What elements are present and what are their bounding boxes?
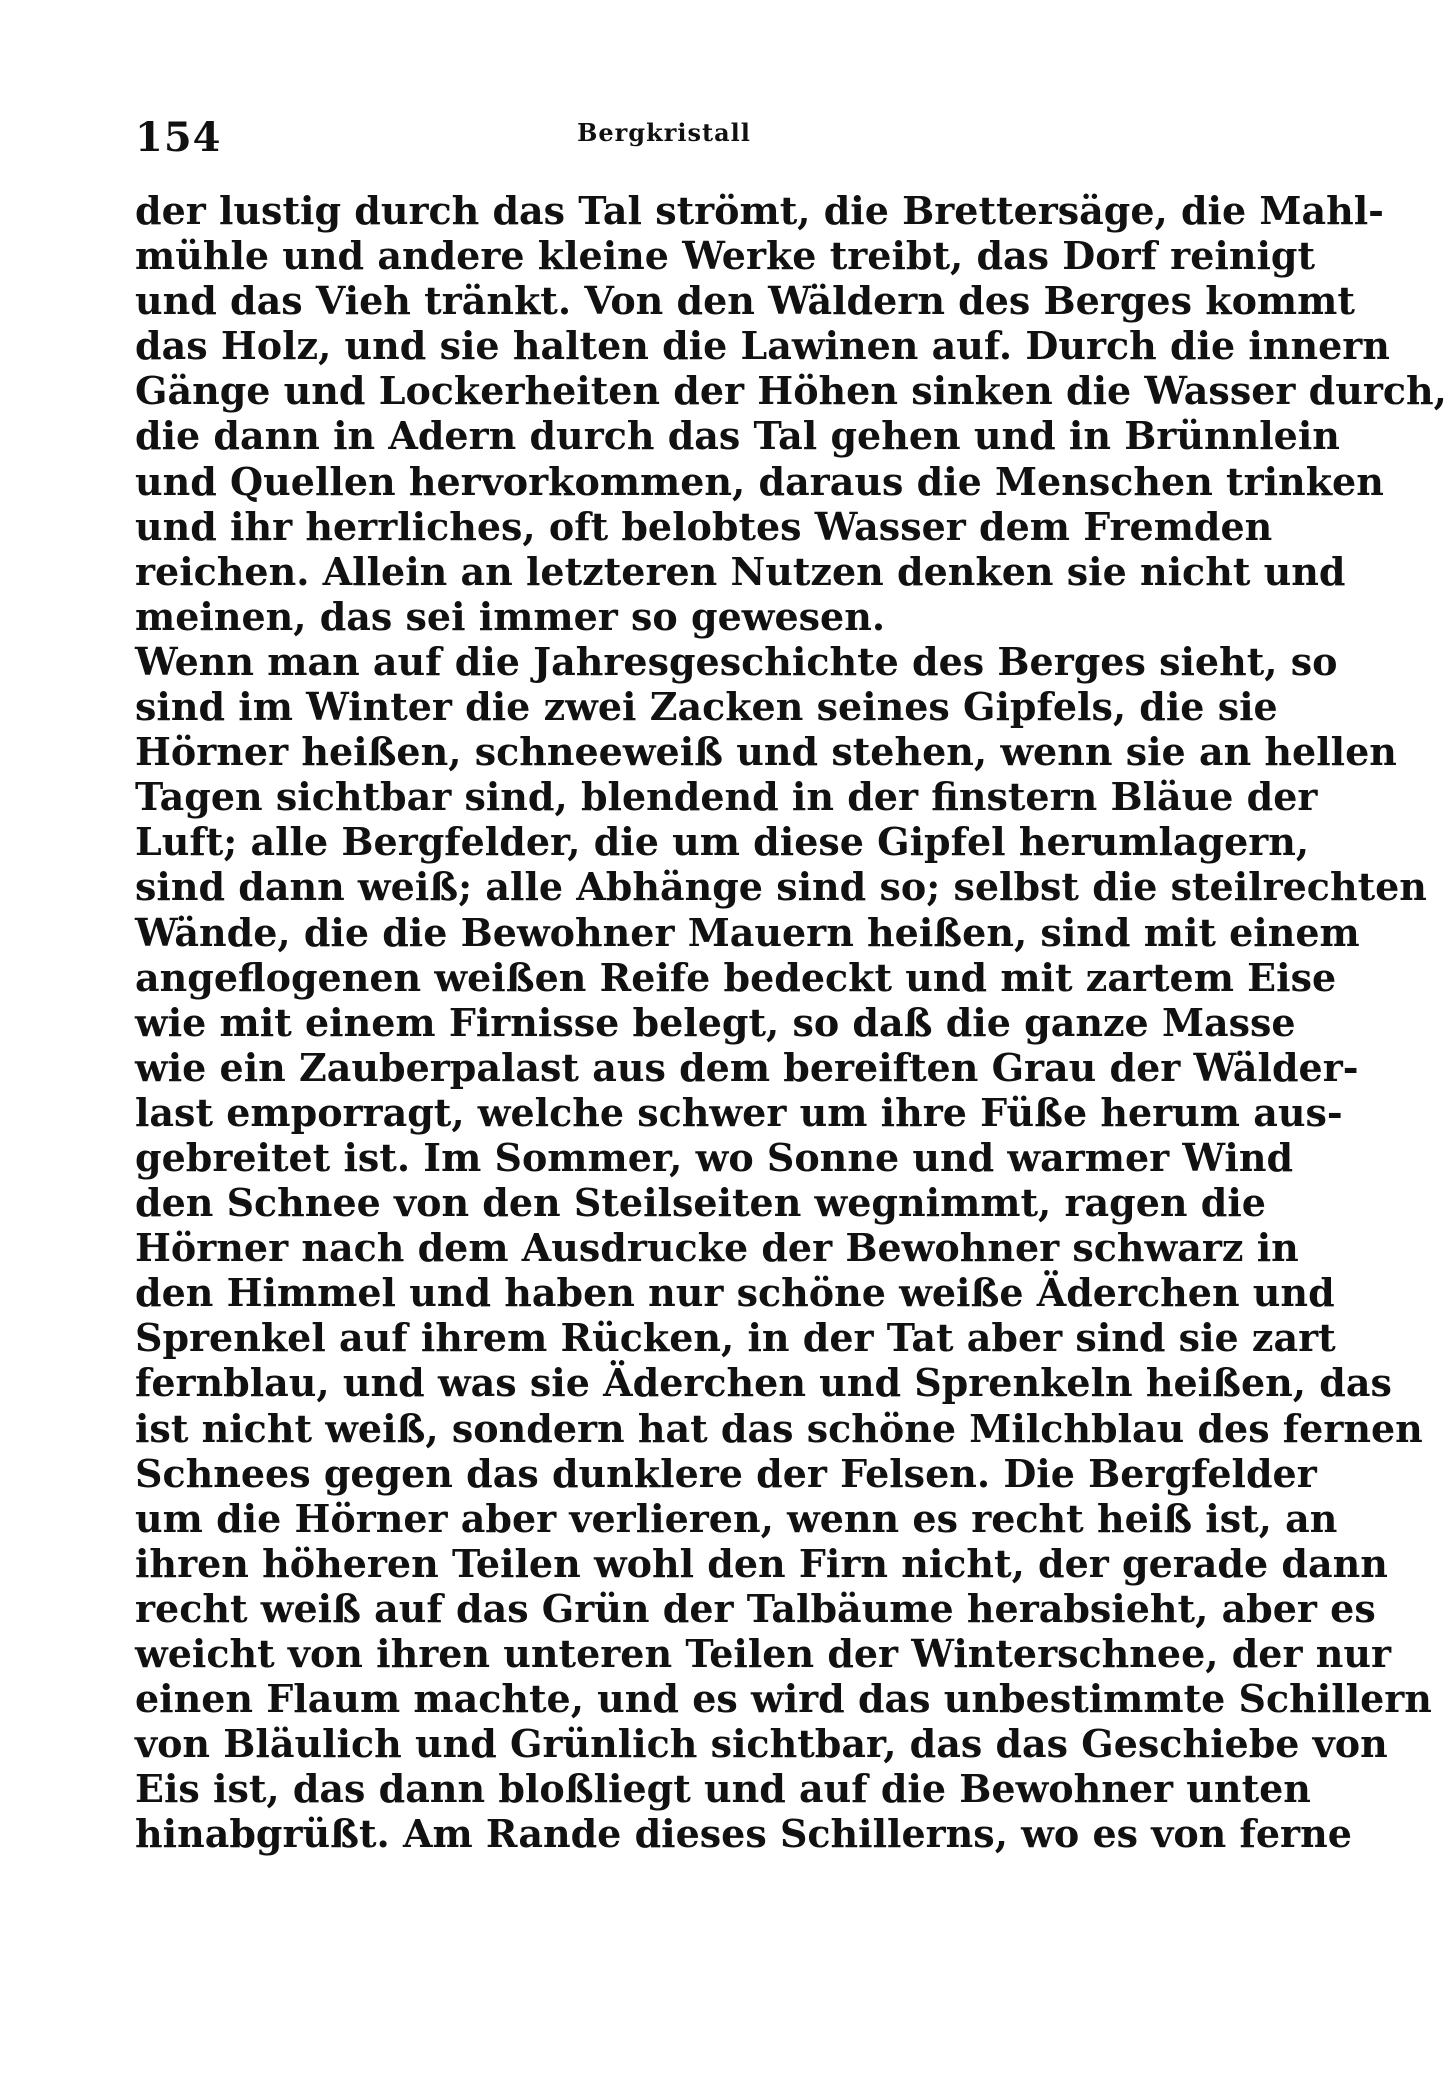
text-line: recht weiß auf das Grün der Talbäume herabsieht, aber es bbox=[135, 1585, 1376, 1631]
text-line: von Bläulich und Grünlich sichtbar, das das Geschiebe von bbox=[135, 1721, 1388, 1767]
text-line: last emporragt, welche schwer um ihre Füße herum aus- bbox=[135, 1089, 1343, 1135]
text-line: den Himmel und haben nur schöne weiße Äderchen und bbox=[135, 1270, 1335, 1316]
text-line: ist nicht weiß, sondern hat das schöne Milchblau des fernen bbox=[135, 1405, 1423, 1451]
text-line: fernblau, und was sie Äderchen und Sprenkeln heißen, das bbox=[135, 1360, 1392, 1406]
text-line: Eis ist, das dann bloßliegt und auf die Bewohner unten bbox=[135, 1766, 1311, 1812]
body-text bbox=[135, 188, 1447, 1857]
text-line: und das Vieh tränkt. Von den Wäldern des Berges kommt bbox=[135, 278, 1355, 324]
text-line: das Holz, und sie halten die Lawinen auf. Durch die innern bbox=[135, 323, 1390, 369]
text-line: ihren höheren Teilen wohl den Firn nicht, der gerade dann bbox=[135, 1540, 1388, 1586]
text-line: Wände, die die Bewohner Mauern heißen, sind mit einem bbox=[135, 909, 1360, 955]
text-line: sind dann weiß; alle Abhänge sind so; selbst die steilrechten bbox=[135, 864, 1427, 910]
text-line: Hörner nach dem Ausdrucke der Bewohner schwarz in bbox=[135, 1225, 1299, 1271]
text-line: reichen. Allein an letzteren Nutzen denken sie nicht und bbox=[135, 548, 1346, 594]
text-line: einen Flaum machte, und es wird das unbestimmte Schillern bbox=[135, 1676, 1432, 1722]
running-title: Bergkristall bbox=[577, 118, 751, 147]
text-line: Wenn man auf die Jahresgeschichte des Berges sieht, so bbox=[135, 638, 1338, 684]
text-line: gebreitet ist. Im Sommer, wo Sonne und warmer Wind bbox=[135, 1134, 1294, 1180]
text-line: mühle und andere kleine Werke treibt, das Dorf reinigt bbox=[135, 233, 1316, 279]
text-line: die dann in Adern durch das Tal gehen und in Brünnlein bbox=[135, 413, 1340, 459]
text-line: Gänge und Lockerheiten der Höhen sinken die Wasser durch, bbox=[135, 368, 1447, 414]
page-number: 154 bbox=[135, 114, 222, 161]
text-line: Sprenkel auf ihrem Rücken, in der Tat aber sind sie zart bbox=[135, 1315, 1336, 1361]
text-line: angeflogenen weißen Reife bedeckt und mit zartem Eise bbox=[135, 954, 1337, 1000]
page-header bbox=[135, 108, 1193, 168]
text-line: wie ein Zauberpalast aus dem bereiften Grau der Wälder- bbox=[135, 1044, 1359, 1090]
text-line: Schnees gegen das dunklere der Felsen. Die Bergfelder bbox=[135, 1450, 1317, 1496]
text-line: und Quellen hervorkommen, daraus die Menschen trinken bbox=[135, 458, 1384, 504]
text-line: um die Hörner aber verlieren, wenn es recht heiß ist, an bbox=[135, 1495, 1338, 1541]
paragraph-end-line: meinen, das sei immer so gewesen. bbox=[135, 593, 886, 639]
text-line: Hörner heißen, schneeweiß und stehen, wenn sie an hellen bbox=[135, 729, 1397, 775]
text-line: sind im Winter die zwei Zacken seines Gipfels, die sie bbox=[135, 684, 1278, 730]
text-line: hinabgrüßt. Am Rande dieses Schillerns, wo es von ferne bbox=[135, 1811, 1352, 1857]
text-line: weicht von ihren unteren Teilen der Winterschnee, der nur bbox=[135, 1631, 1392, 1676]
text-line: der lustig durch das Tal strömt, die Brettersäge, die Mahl- bbox=[135, 188, 1384, 233]
text-line: und ihr herrliches, oft belobtes Wasser dem Fremden bbox=[135, 503, 1273, 549]
text-line: Luft; alle Bergfelder, die um diese Gipfel herumlagern, bbox=[135, 819, 1310, 865]
text-line: den Schnee von den Steilseiten wegnimmt, ragen die bbox=[135, 1180, 1266, 1226]
text-line: wie mit einem Firnisse belegt, so daß die ganze Masse bbox=[135, 999, 1296, 1045]
text-line: Tagen sichtbar sind, blendend in der finstern Bläue der bbox=[135, 774, 1318, 820]
